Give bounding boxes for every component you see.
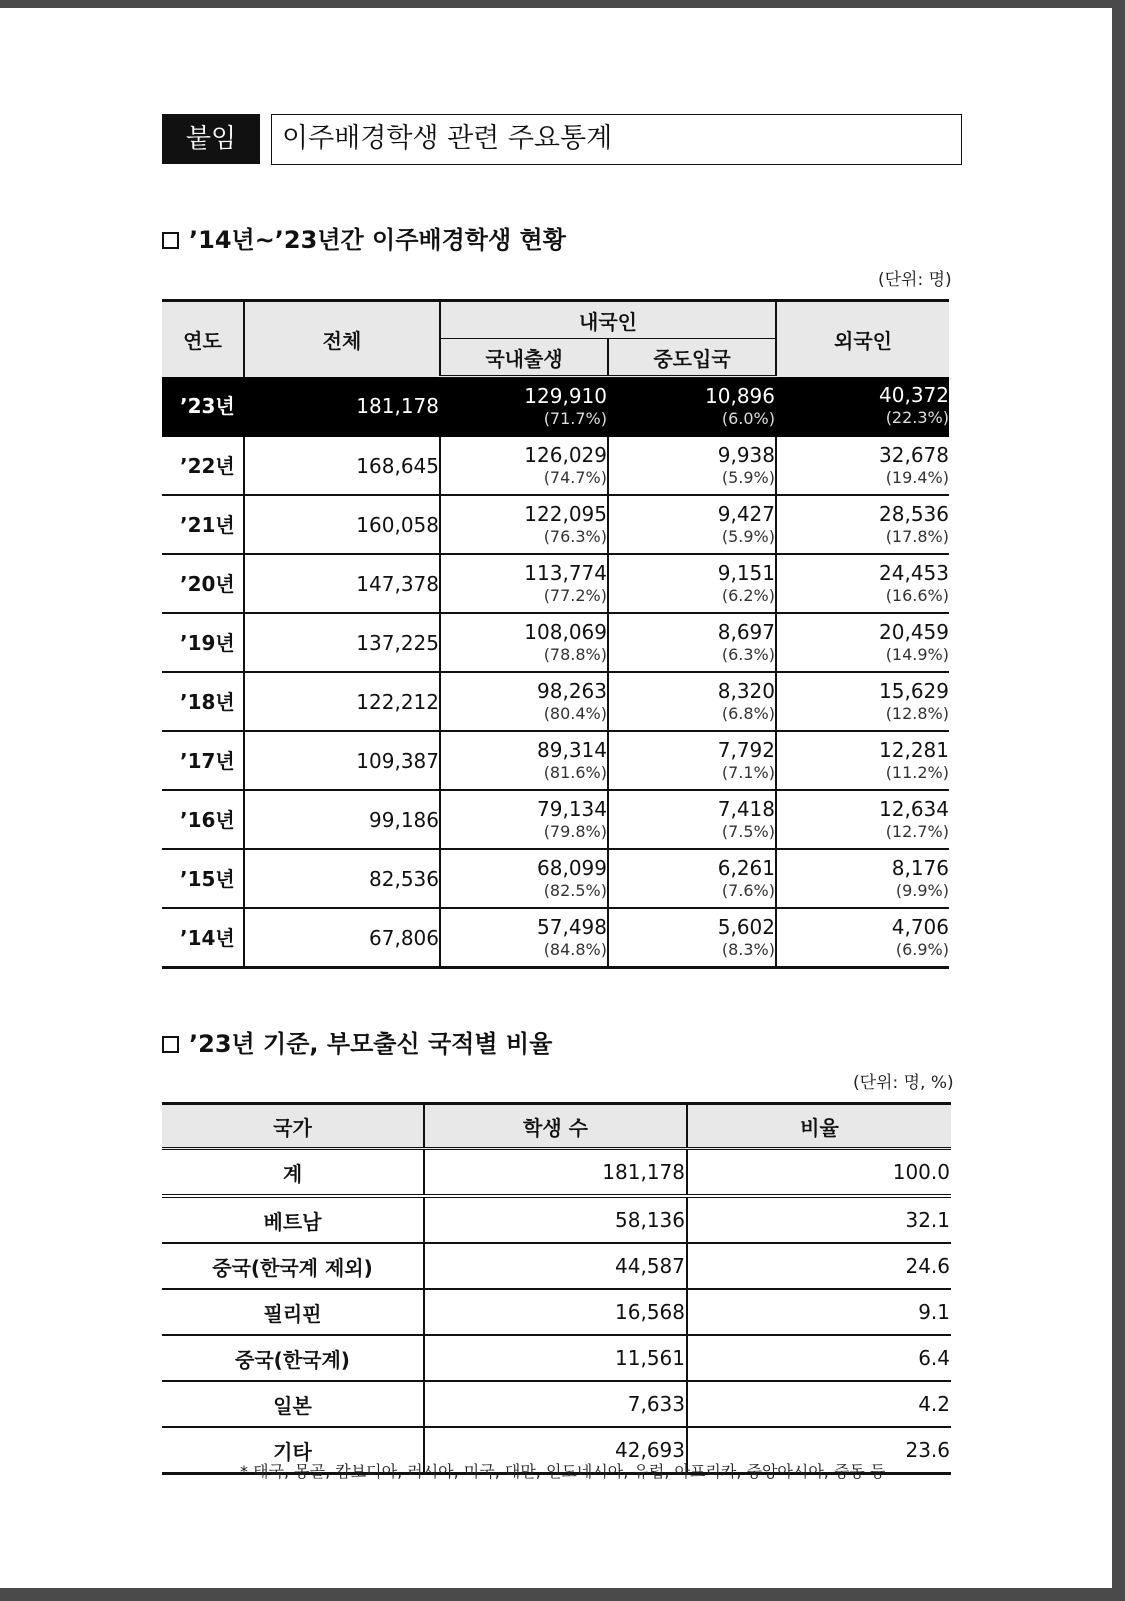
- born-domestic-cell-pct: (74.7%): [543, 467, 607, 487]
- students-cell: 181,178: [424, 1149, 687, 1197]
- col-header-foreign: 외국인: [776, 301, 949, 377]
- year-cell: [162, 554, 244, 613]
- year-cell: [162, 377, 244, 437]
- foreign-cell-value: 40,372: [879, 382, 949, 407]
- col-header-born-domestic: 국내출생: [440, 339, 608, 377]
- total-cell: [244, 554, 440, 613]
- year-cell-value: ’21년: [180, 512, 235, 537]
- year-cell-value: ’22년: [180, 453, 235, 478]
- total-cell-value: 181,178: [356, 393, 439, 418]
- born-domestic-cell-value: 68,099: [537, 855, 607, 880]
- year-cell: [162, 613, 244, 672]
- foreign-cell: [776, 849, 949, 908]
- section1-title: [162, 220, 566, 255]
- foreign-cell: [776, 672, 949, 731]
- section2-title: [162, 1024, 552, 1059]
- year-cell-value: ’16년: [180, 807, 235, 832]
- footnote: * 태국, 몽골, 캄보디아, 러시아, 미국, 대만, 인도네시아, 유럽, 아프리카, 중앙아시아, 중동 등: [240, 1462, 886, 1481]
- foreign-cell-value: 32,678: [879, 442, 949, 467]
- table-row: [162, 1335, 951, 1381]
- foreign-cell: [776, 790, 949, 849]
- nationality-ratio-table: [162, 1102, 951, 1475]
- born-domestic-cell-pct: (71.7%): [543, 408, 607, 428]
- midway-cell: [608, 554, 776, 613]
- born-domestic-cell-value: 108,069: [524, 619, 607, 644]
- foreign-cell-pct: (22.3%): [885, 407, 949, 427]
- section1-unit: (단위: 명): [878, 270, 952, 290]
- born-domestic-cell: [440, 731, 608, 790]
- section2-title-text: ’23년 기준, 부모출신 국적별 비율: [189, 1030, 553, 1058]
- year-cell-value: ’19년: [180, 630, 235, 655]
- table-row: [162, 1289, 951, 1335]
- foreign-cell-value: 20,459: [879, 619, 949, 644]
- midway-cell-pct: (6.3%): [721, 644, 775, 664]
- year-cell-value: ’15년: [180, 866, 235, 891]
- foreign-cell-value: 4,706: [891, 914, 949, 939]
- country-cell: 일본: [162, 1381, 424, 1427]
- year-cell: [162, 790, 244, 849]
- born-domestic-cell: [440, 790, 608, 849]
- midway-cell: [608, 731, 776, 790]
- total-cell: [244, 672, 440, 731]
- total-cell: [244, 908, 440, 968]
- born-domestic-cell-value: 57,498: [537, 914, 607, 939]
- midway-cell: [608, 436, 776, 495]
- year-cell-value: ’14년: [180, 925, 235, 950]
- born-domestic-cell-value: 79,134: [537, 796, 607, 821]
- born-domestic-cell-pct: (77.2%): [543, 585, 607, 605]
- midway-cell-pct: (6.0%): [721, 408, 775, 428]
- country-cell: 중국(한국계 제외): [162, 1243, 424, 1289]
- midway-cell: [608, 908, 776, 968]
- table-row: [162, 436, 949, 495]
- foreign-cell-pct: (19.4%): [885, 467, 949, 487]
- table-row: [162, 495, 949, 554]
- col-header-total: 전체: [244, 301, 440, 377]
- foreign-cell-value: 12,634: [879, 796, 949, 821]
- table-row: [162, 672, 949, 731]
- midway-cell: [608, 377, 776, 437]
- midway-cell-value: 9,427: [717, 501, 775, 526]
- born-domestic-cell-value: 122,095: [524, 501, 607, 526]
- table-row: [162, 554, 949, 613]
- table-row: [162, 1243, 951, 1289]
- born-domestic-cell: [440, 849, 608, 908]
- born-domestic-cell-value: 126,029: [524, 442, 607, 467]
- ratio-cell: 24.6: [687, 1243, 951, 1289]
- midway-cell: [608, 672, 776, 731]
- midway-cell-value: 6,261: [717, 855, 775, 880]
- table-row: [162, 790, 949, 849]
- ratio-cell: 23.6: [687, 1427, 951, 1474]
- total-cell-value: 147,378: [356, 571, 439, 596]
- country-cell: 베트남: [162, 1196, 424, 1243]
- year-cell: [162, 908, 244, 968]
- born-domestic-cell-pct: (84.8%): [543, 939, 607, 959]
- students-cell: 7,633: [424, 1381, 687, 1427]
- midway-cell: [608, 849, 776, 908]
- midway-cell: [608, 495, 776, 554]
- foreign-cell: [776, 554, 949, 613]
- born-domestic-cell-pct: (80.4%): [543, 703, 607, 723]
- students-cell: 58,136: [424, 1196, 687, 1243]
- ratio-cell: 32.1: [687, 1196, 951, 1243]
- students-cell: 44,587: [424, 1243, 687, 1289]
- born-domestic-cell-value: 113,774: [524, 560, 607, 585]
- born-domestic-cell-value: 129,910: [524, 383, 607, 408]
- born-domestic-cell: [440, 672, 608, 731]
- born-domestic-cell: [440, 495, 608, 554]
- total-cell-value: 67,806: [369, 925, 439, 950]
- year-cell-value: ’23년: [180, 393, 235, 418]
- table-row: [162, 613, 949, 672]
- country-cell: 중국(한국계): [162, 1335, 424, 1381]
- midway-cell-pct: (6.2%): [721, 585, 775, 605]
- midway-cell-pct: (7.6%): [721, 880, 775, 900]
- midway-cell-value: 7,792: [717, 737, 775, 762]
- total-cell-value: 109,387: [356, 748, 439, 773]
- table-row: [162, 377, 949, 437]
- total-cell-value: 122,212: [356, 689, 439, 714]
- foreign-cell-pct: (12.8%): [885, 703, 949, 723]
- born-domestic-cell-pct: (79.8%): [543, 821, 607, 841]
- year-cell-value: ’17년: [180, 748, 235, 773]
- born-domestic-cell: [440, 436, 608, 495]
- born-domestic-cell: [440, 377, 608, 437]
- midway-cell-pct: (6.8%): [721, 703, 775, 723]
- square-bullet-icon: [162, 232, 179, 249]
- year-cell: [162, 495, 244, 554]
- document-page: [0, 8, 1112, 1588]
- section1-title-text: ’14년~’23년간 이주배경학생 현황: [189, 226, 566, 254]
- table-row: [162, 1381, 951, 1427]
- col-header-midway: 중도입국: [608, 339, 776, 377]
- year-cell-value: ’18년: [180, 689, 235, 714]
- foreign-cell-value: 12,281: [879, 737, 949, 762]
- total-cell: [244, 849, 440, 908]
- section2-unit: (단위: 명, %): [853, 1073, 954, 1093]
- midway-cell-pct: (7.5%): [721, 821, 775, 841]
- total-cell: [244, 436, 440, 495]
- country-cell: 기타: [162, 1427, 424, 1474]
- born-domestic-cell: [440, 554, 608, 613]
- col-header-year: 연도: [162, 301, 244, 377]
- students-cell: 42,693: [424, 1427, 687, 1474]
- ratio-cell: 100.0: [687, 1149, 951, 1197]
- midway-cell-value: 9,938: [717, 442, 775, 467]
- table-row: [162, 1196, 951, 1243]
- foreign-cell: [776, 377, 949, 437]
- midway-cell-value: 9,151: [717, 560, 775, 585]
- year-cell: [162, 672, 244, 731]
- foreign-cell: [776, 731, 949, 790]
- born-domestic-cell: [440, 613, 608, 672]
- year-cell: [162, 731, 244, 790]
- students-cell: 11,561: [424, 1335, 687, 1381]
- foreign-cell-value: 8,176: [891, 855, 949, 880]
- col-header-domestic: 내국인: [440, 301, 776, 339]
- square-bullet-icon: [162, 1036, 179, 1053]
- midway-cell-pct: (5.9%): [721, 526, 775, 546]
- total-cell-value: 82,536: [369, 866, 439, 891]
- foreign-cell: [776, 613, 949, 672]
- foreign-cell-pct: (9.9%): [895, 880, 949, 900]
- foreign-cell-value: 28,536: [879, 501, 949, 526]
- year-cell: [162, 849, 244, 908]
- country-cell: 계: [162, 1149, 424, 1197]
- ratio-cell: 6.4: [687, 1335, 951, 1381]
- ratio-cell: 9.1: [687, 1289, 951, 1335]
- midway-cell-value: 5,602: [717, 914, 775, 939]
- born-domestic-cell-pct: (76.3%): [543, 526, 607, 546]
- midway-cell-value: 8,697: [717, 619, 775, 644]
- foreign-cell-value: 15,629: [879, 678, 949, 703]
- students-cell: 16,568: [424, 1289, 687, 1335]
- foreign-cell-pct: (11.2%): [885, 762, 949, 782]
- table-row: [162, 1149, 951, 1197]
- total-cell: [244, 613, 440, 672]
- born-domestic-cell-pct: (82.5%): [543, 880, 607, 900]
- midway-cell-value: 8,320: [717, 678, 775, 703]
- foreign-cell-pct: (6.9%): [895, 939, 949, 959]
- total-cell: [244, 731, 440, 790]
- col-header-ratio: 비율: [687, 1104, 951, 1149]
- born-domestic-cell: [440, 908, 608, 968]
- foreign-cell: [776, 908, 949, 968]
- foreign-cell-pct: (17.8%): [885, 526, 949, 546]
- midway-cell-value: 10,896: [705, 383, 775, 408]
- foreign-cell-pct: (16.6%): [885, 585, 949, 605]
- country-cell: 필리핀: [162, 1289, 424, 1335]
- foreign-cell: [776, 495, 949, 554]
- midway-cell-pct: (8.3%): [721, 939, 775, 959]
- document-title: 이주배경학생 관련 주요통계: [271, 114, 962, 165]
- born-domestic-cell-value: 89,314: [537, 737, 607, 762]
- foreign-cell-pct: (14.9%): [885, 644, 949, 664]
- col-header-students: 학생 수: [424, 1104, 687, 1149]
- foreign-cell-value: 24,453: [879, 560, 949, 585]
- table-row: [162, 908, 949, 968]
- total-cell-value: 168,645: [356, 453, 439, 478]
- table-row: [162, 849, 949, 908]
- midway-cell-pct: (5.9%): [721, 467, 775, 487]
- foreign-cell-pct: (12.7%): [885, 821, 949, 841]
- total-cell-value: 137,225: [356, 630, 439, 655]
- midway-cell-value: 7,418: [717, 796, 775, 821]
- table-row: [162, 731, 949, 790]
- total-cell: [244, 790, 440, 849]
- col-header-country: 국가: [162, 1104, 424, 1149]
- total-cell: [244, 495, 440, 554]
- born-domestic-cell-pct: (78.8%): [543, 644, 607, 664]
- total-cell-value: 99,186: [369, 807, 439, 832]
- total-cell-value: 160,058: [356, 512, 439, 537]
- midway-cell: [608, 790, 776, 849]
- year-cell-value: ’20년: [180, 571, 235, 596]
- midway-cell-pct: (7.1%): [721, 762, 775, 782]
- total-cell: [244, 377, 440, 437]
- year-cell: [162, 436, 244, 495]
- born-domestic-cell-pct: (81.6%): [543, 762, 607, 782]
- midway-cell: [608, 613, 776, 672]
- ratio-cell: 4.2: [687, 1381, 951, 1427]
- foreign-cell: [776, 436, 949, 495]
- students-by-year-table: [162, 299, 949, 969]
- born-domestic-cell-value: 98,263: [537, 678, 607, 703]
- attachment-tag: 붙임: [162, 114, 260, 164]
